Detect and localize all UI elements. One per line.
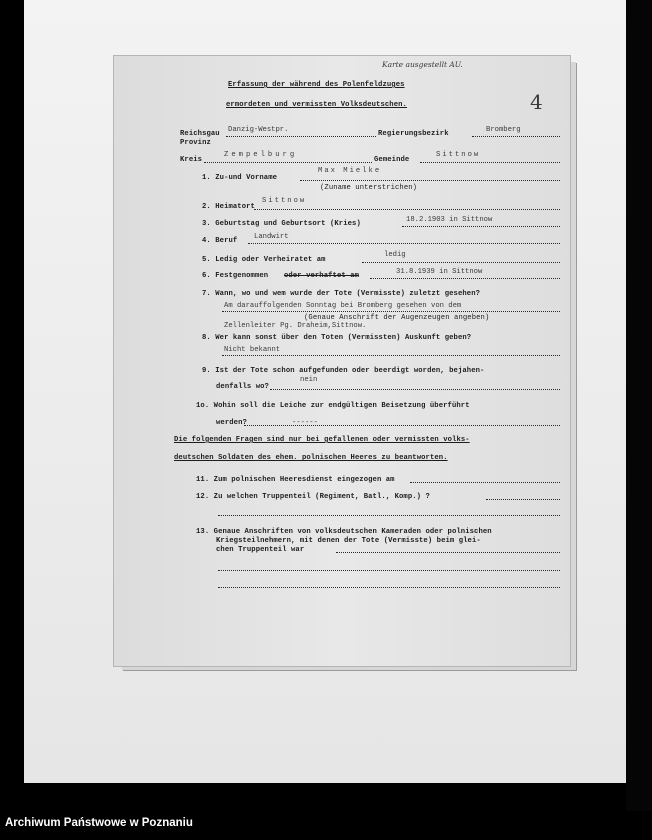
- value-q3: 18.2.1903 in Sittnow: [406, 216, 493, 224]
- header-line-2: ermordeten und vermissten Volksdeutschen.: [226, 101, 407, 109]
- dotted-line: [270, 389, 560, 390]
- label-q4: 4. Beruf: [202, 237, 238, 245]
- value-regbez: Bromberg: [486, 126, 521, 134]
- label-q9b: denfalls wo?: [216, 383, 269, 391]
- label-kreis: Kreis: [180, 156, 203, 164]
- value-q4: Landwirt: [254, 233, 289, 241]
- value-q6: 31.8.1939 in Sittnow: [396, 268, 483, 276]
- value-q10: ------: [292, 419, 318, 427]
- value-q1: Max Mielke: [318, 167, 382, 175]
- film-edge: [626, 0, 652, 840]
- label-q12: 12. Zu welchen Truppenteil (Regiment, Batl., Komp.) ?: [196, 493, 430, 501]
- label-q9: 9. Ist der Tote schon aufgefunden oder beerdigt worden, bejahen-: [202, 367, 485, 375]
- dotted-line: [226, 136, 376, 137]
- value-q8: Nicht bekannt: [224, 346, 281, 354]
- label-q13b: Kriegsteilnehmern, mit denen der Tote (Vermisste) beim glei-: [216, 537, 481, 545]
- label-q6-struck: oder verhaftet am: [284, 272, 360, 280]
- label-q2: 2. Heimatort: [202, 203, 255, 211]
- value-reichsgau: Danzig-Westpr.: [228, 126, 289, 134]
- note-q7: (Genaue Anschrift der Augenzeugen angeben): [304, 314, 490, 322]
- dotted-line: [370, 278, 560, 279]
- value-q7-2: Zellenleiter Pg. Draheim,Sittnow.: [224, 322, 367, 330]
- header-line-1: Erfassung der während des Polenfeldzuges: [228, 81, 405, 89]
- dotted-line: [218, 515, 560, 516]
- label-q5: 5. Ledig oder Verheiratet am: [202, 256, 326, 264]
- dotted-line: [336, 552, 560, 553]
- value-kreis: Zempelburg: [224, 151, 298, 159]
- dotted-line: [472, 136, 560, 137]
- label-regbez: Regierungsbezirk: [378, 130, 449, 138]
- section-line-2: deutschen Soldaten des ehem. polnischen Heeres zu beantworten.: [174, 454, 448, 462]
- dotted-line: [222, 355, 560, 356]
- dotted-line: [248, 243, 560, 244]
- dotted-line: [244, 425, 560, 426]
- note-q1: (Zuname unterstrichen): [320, 184, 418, 192]
- dotted-line: [204, 162, 372, 163]
- handwritten-note: Karte ausgestellt AU.: [382, 60, 463, 69]
- dotted-line: [420, 162, 560, 163]
- dotted-line: [218, 587, 560, 588]
- value-q9: nein: [300, 376, 318, 384]
- dotted-line: [486, 499, 560, 500]
- value-q2: Sittnow: [262, 197, 307, 205]
- label-q11: 11. Zum polnischen Heeresdienst eingezogen am: [196, 476, 395, 484]
- label-q7: 7. Wann, wo und wem wurde der Tote (Vermisste) zuletzt gesehen?: [202, 290, 481, 298]
- dotted-line: [218, 570, 560, 571]
- label-q1: 1. Zu-und Vorname: [202, 174, 278, 182]
- label-provinz: Provinz: [180, 139, 211, 147]
- label-gemeinde: Gemeinde: [374, 156, 410, 164]
- value-q7: Am darauffolgenden Sonntag bei Bromberg gesehen von dem: [224, 302, 462, 310]
- dotted-line: [410, 482, 560, 483]
- archive-name: Archiwum Państwowe w Poznaniu: [5, 817, 193, 829]
- form-sheet: [114, 56, 570, 666]
- label-reichsgau: Reichsgau: [180, 130, 220, 138]
- page-number: 4: [530, 90, 543, 114]
- dotted-line: [362, 262, 560, 263]
- label-q3: 3. Geburtstag und Geburtsort (Kries): [202, 220, 361, 228]
- label-q13c: chen Truppenteil war: [216, 546, 305, 554]
- value-gemeinde: Sittnow: [436, 151, 481, 159]
- value-q5: ledig: [384, 251, 406, 259]
- label-q6: 6. Festgenommen: [202, 272, 269, 280]
- dotted-line: [402, 226, 560, 227]
- label-q13a: 13. Genaue Anschriften von volksdeutschen Kameraden oder polnischen: [196, 528, 492, 536]
- dotted-line: [222, 311, 560, 312]
- label-q8: 8. Wer kann sonst über den Toten (Vermissten) Auskunft geben?: [202, 334, 472, 342]
- dotted-line: [254, 209, 560, 210]
- label-q10: 1o. Wohin soll die Leiche zur endgültigen Beisetzung überführt: [196, 402, 470, 410]
- section-line-1: Die folgenden Fragen sind nur bei gefallenen oder vermissten volks-: [174, 436, 470, 444]
- label-q10b: werden?: [216, 419, 247, 427]
- dotted-line: [300, 180, 560, 181]
